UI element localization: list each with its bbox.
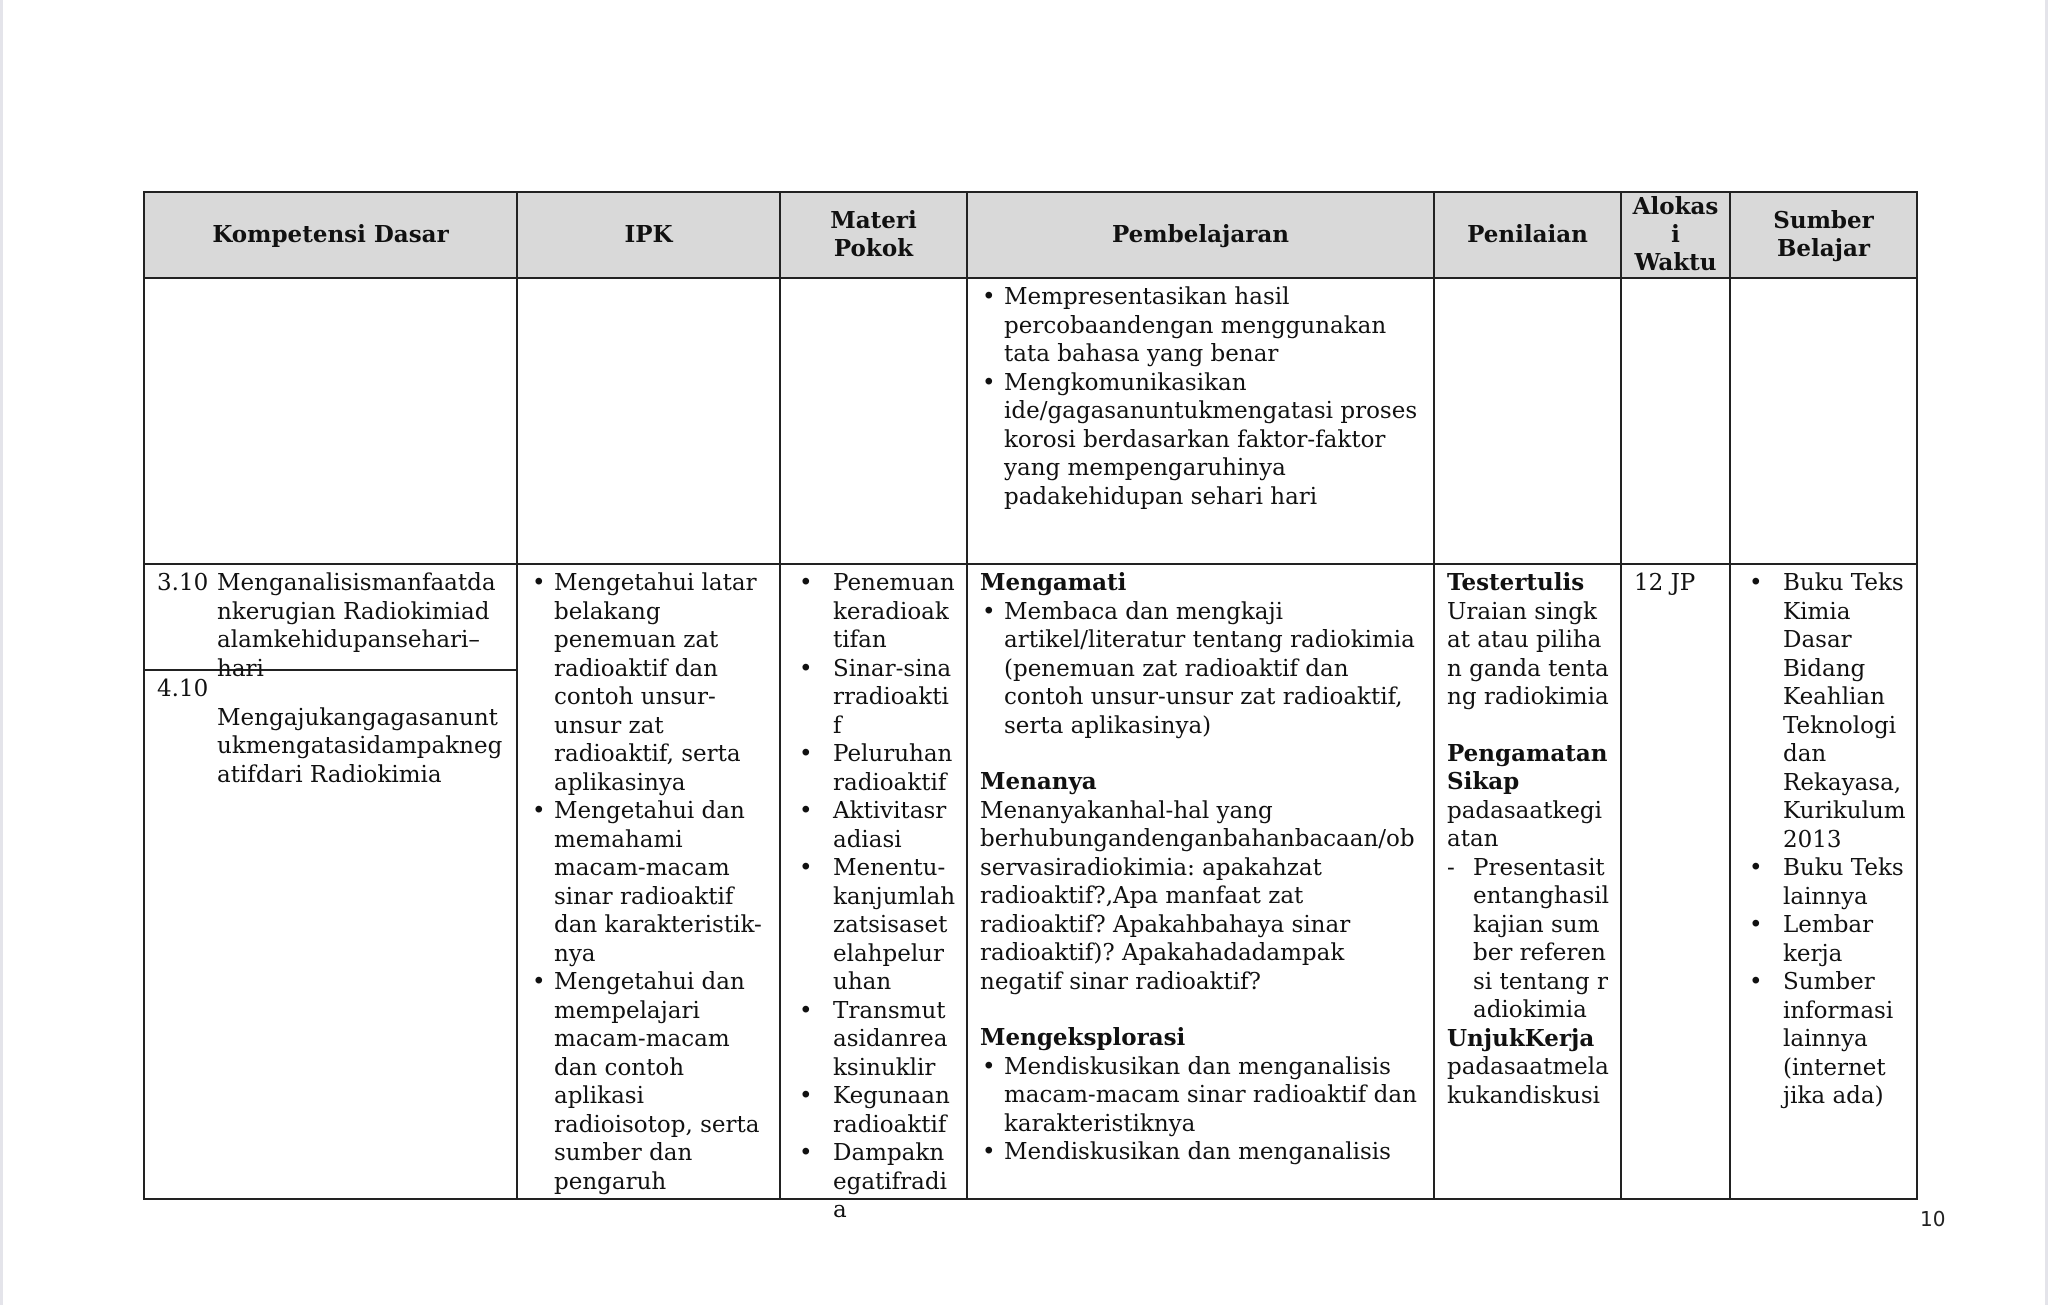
row1-pembelajaran-cell xyxy=(967,278,1434,564)
ipk-list xyxy=(530,569,769,1196)
kd-4-10-number: 4.10 xyxy=(157,676,209,702)
list-item: • Peluruhan radioaktif xyxy=(793,740,956,797)
header-penilaian: Penilaian xyxy=(1434,192,1621,278)
syllabus-table xyxy=(143,191,1918,1223)
list-item: • Menentu-kanjumlahzatsisasetelahpeluruhan xyxy=(793,854,956,997)
kd-3-10-text: Menganalisismanfaatdankerugian Radiokimiadalamkehidupansehari– hari xyxy=(217,570,496,682)
kd-4-10-text: Mengajukangagasanuntukmengatasidampaknegatifdari Radiokimia xyxy=(217,704,503,788)
list-item: • Mengetahui latar belakang penemuan zat radioaktif dan contoh unsur-unsur zat radioaktif, serta aplikasinya xyxy=(530,569,769,797)
alokasi-waktu-value: 12 JP xyxy=(1634,570,1696,596)
header-pembelajaran: Pembelajaran xyxy=(967,192,1434,278)
sumber-list xyxy=(1743,569,1906,1111)
menanya-heading: Menanya xyxy=(980,768,1097,795)
list-item: • Buku Teks lainnya xyxy=(1743,854,1906,911)
sikap-list xyxy=(1447,854,1610,1025)
row1-alokasi-cell xyxy=(1621,278,1730,564)
list-item: • Mendiskusikan dan menganalisis xyxy=(980,1138,1423,1167)
kd-3-10 xyxy=(145,565,516,682)
list-item: • Aktivitasradiasi xyxy=(793,797,956,854)
list-item: • Lembar kerja xyxy=(1743,911,1906,968)
row1-sumber-cell xyxy=(1730,278,1917,564)
row2-sumber-cell xyxy=(1730,564,1917,1199)
list-item: • Mengkomunikasikan ide/gagasanuntukmengatasi proses korosi berdasarkan faktor-faktor yang mempengaruhinya padakehidupan sehari hari xyxy=(980,369,1423,512)
row2-ipk-cell xyxy=(517,564,780,1199)
mengamati-heading: Mengamati xyxy=(980,569,1127,596)
page-edge-left xyxy=(0,0,3,1305)
list-item: • Transmutasidanreaksinuklir xyxy=(793,997,956,1083)
row1-materi-cell xyxy=(780,278,967,564)
row1-penilaian-cell xyxy=(1434,278,1621,564)
header-sumber-belajar: Sumber Belajar xyxy=(1730,192,1917,278)
kd-4-10 xyxy=(145,671,516,789)
mengamati-list xyxy=(980,598,1423,741)
header-row xyxy=(144,192,1917,278)
list-item: • Buku Teks Kimia Dasar Bidang Keahlian Teknologi dan Rekayasa, Kurikulum 2013 xyxy=(1743,569,1906,854)
row2-kd-cell xyxy=(144,564,517,1199)
row1-kd-cell xyxy=(144,278,517,564)
pengamatan-sikap-text: padasaatkegiatan xyxy=(1447,797,1602,852)
table-row xyxy=(144,564,1917,1199)
table-row xyxy=(144,278,1917,564)
tes-tertulis-text: Uraian singkat atau pilihan ganda tentang radiokimia xyxy=(1447,598,1609,710)
list-item: • Penemuan keradioaktifan xyxy=(793,569,956,655)
kd-3-10-number: 3.10 xyxy=(157,570,209,596)
tes-tertulis-heading: Testertulis xyxy=(1447,569,1585,596)
list-item: • Sinar-sinarradioaktif xyxy=(793,655,956,741)
row1-pembelajaran-list xyxy=(980,283,1423,511)
unjuk-kerja-heading: UnjukKerja xyxy=(1447,1024,1595,1052)
list-item: • Mengetahui dan memahami macam-macam sinar radioaktif dan karakteristik-nya xyxy=(530,797,769,968)
mengeksplorasi-heading: Mengeksplorasi xyxy=(980,1024,1186,1051)
header-kompetensi-dasar: Kompetensi Dasar xyxy=(144,192,517,278)
header-alokasi-waktu: Alokas i Waktu xyxy=(1621,192,1730,278)
row2-alokasi-cell xyxy=(1621,564,1730,1199)
row2-penilaian-cell xyxy=(1434,564,1621,1199)
menanya-text: Menanyakanhal-hal yang berhubungandenganbahanbacaan/observasiradiokimia: apakahzat radioaktif?,Apa manfaat zat radioaktif? Apakahbahaya sinar radioaktif)? Apakahadadampak negatif sinar radioaktif? xyxy=(980,797,1415,995)
header-ipk: IPK xyxy=(517,192,780,278)
page-number: 10 xyxy=(1920,1207,1946,1231)
list-item: • Mempresentasikan hasil percobaandengan menggunakan tata bahasa yang benar xyxy=(980,283,1423,369)
mengeksplorasi-list xyxy=(980,1053,1423,1167)
list-item: • Mengetahui dan mempelajari macam-macam dan contoh aplikasi radioisotop, serta sumber dan pengaruh xyxy=(530,968,769,1196)
unjuk-kerja-text: padasaatmelakukandiskusi xyxy=(1447,1054,1609,1109)
row2-pembelajaran-cell xyxy=(967,564,1434,1199)
list-item: • Sumber informasi lainnya (internet jika ada) xyxy=(1743,968,1906,1111)
list-item: • Kegunaan radioaktif xyxy=(793,1082,956,1139)
list-item: • Dampaknegatifradia xyxy=(793,1139,956,1225)
row1-ipk-cell xyxy=(517,278,780,564)
row2-materi-cell xyxy=(780,564,967,1223)
list-item: • Mendiskusikan dan menganalisis macam-macam sinar radioaktif dan karakteristiknya xyxy=(980,1053,1423,1139)
materi-list xyxy=(793,569,956,1225)
pengamatan-sikap-heading: Pengamatan Sikap xyxy=(1447,739,1608,795)
list-item: • Membaca dan mengkaji artikel/literatur tentang radiokimia (penemuan zat radioaktif dan contoh unsur-unsur zat radioaktif, serta aplikasinya) xyxy=(980,598,1423,741)
list-item: - Presentasitentanghasil kajian sumber referensi tentang radiokimia xyxy=(1447,854,1610,1025)
header-materi-pokok: Materi Pokok xyxy=(780,192,967,278)
